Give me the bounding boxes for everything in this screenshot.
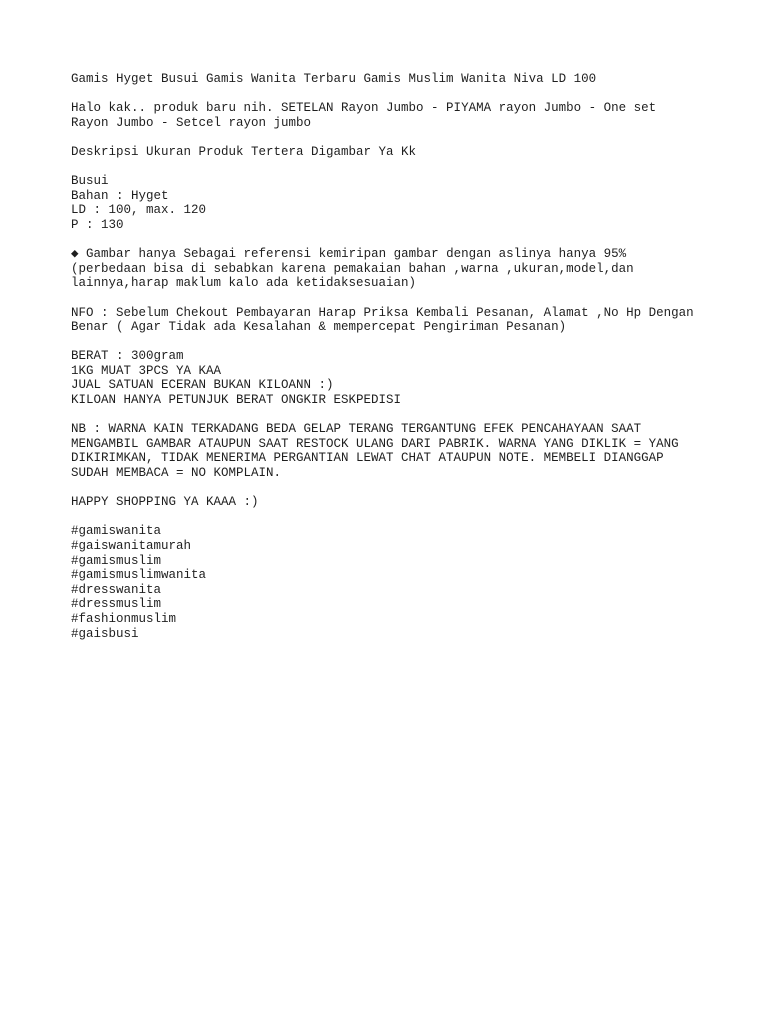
notice-line: NB : WARNA KAIN TERKADANG BEDA GELAP TERANG TERGANTUNG EFEK PENCAHAYAAN SAAT (71, 422, 642, 437)
hashtag: #dresswanita (71, 582, 162, 597)
weight-paragraph (71, 349, 751, 407)
size-note: Deskripsi Ukuran Produk Tertera Digambar Ya Kk (71, 144, 417, 159)
closing-line: HAPPY SHOPPING YA KAAA :) (71, 495, 259, 510)
disclaimer-line: (perbedaan bisa di sebabkan karena pemakaian bahan ,warna ,ukuran,model,dan (71, 261, 634, 276)
disclaimer-line: ◆ Gambar hanya Sebagai referensi kemiripan gambar dengan aslinya hanya 95% (71, 247, 627, 262)
hashtags-list (71, 524, 751, 641)
notice-line: MENGAMBIL GAMBAR ATAUPUN SAAT RESTOCK ULANG DARI PABRIK. WARNA YANG DIKLIK = YANG (71, 436, 679, 451)
disclaimer-line: lainnya,harap maklum kalo ada ketidaksesuaian) (71, 276, 417, 291)
notice-paragraph (71, 422, 751, 480)
hashtag: #gamismuslimwanita (71, 568, 207, 583)
hashtag: #dressmuslim (71, 597, 162, 612)
notice-line: DIKIRIMKAN, TIDAK MENERIMA PERGANTIAN LEWAT CHAT ATAUPUN NOTE. MEMBELI DIANGGAP (71, 451, 664, 466)
info-line: NFO : Sebelum Chekout Pembayaran Harap Priksa Kembali Pesanan, Alamat ,No Hp Dengan (71, 305, 694, 320)
weight-line: JUAL SATUAN ECERAN BUKAN KILOANN :) (71, 378, 334, 393)
weight-line: 1KG MUAT 3PCS YA KAA (71, 363, 222, 378)
intro-line: Rayon Jumbo - Setcel rayon jumbo (71, 115, 312, 130)
info-paragraph (71, 306, 751, 335)
intro-line: Halo kak.. produk baru nih. SETELAN Rayon Jumbo - PIYAMA rayon Jumbo - One set (71, 101, 657, 116)
weight-line: BERAT : 300gram (71, 349, 184, 364)
hashtag: #gamiswanita (71, 524, 162, 539)
specs-paragraph (71, 174, 751, 232)
disclaimer-paragraph (71, 247, 751, 291)
hashtag: #gamismuslim (71, 553, 162, 568)
document-title-block (71, 72, 751, 87)
document-title: Gamis Hyget Busui Gamis Wanita Terbaru Gamis Muslim Wanita Niva LD 100 (71, 72, 597, 86)
notice-line: SUDAH MEMBACA = NO KOMPLAIN. (71, 466, 282, 481)
spec-line: Bahan : Hyget (71, 188, 169, 203)
weight-line: KILOAN HANYA PETUNJUK BERAT ONGKIR ESKPEDISI (71, 393, 402, 408)
spec-line: Busui (71, 174, 109, 189)
closing-paragraph (71, 495, 751, 510)
spec-line: P : 130 (71, 217, 124, 232)
hashtag: #fashionmuslim (71, 611, 177, 626)
spec-line: LD : 100, max. 120 (71, 203, 207, 218)
hashtag: #gaisbusi (71, 626, 139, 641)
hashtag: #gaiswanitamurah (71, 539, 192, 553)
info-line: Benar ( Agar Tidak ada Kesalahan & mempercepat Pengiriman Pesanan) (71, 320, 567, 335)
size-note-paragraph (71, 145, 751, 160)
intro-paragraph (71, 101, 751, 130)
document-page (71, 72, 751, 656)
